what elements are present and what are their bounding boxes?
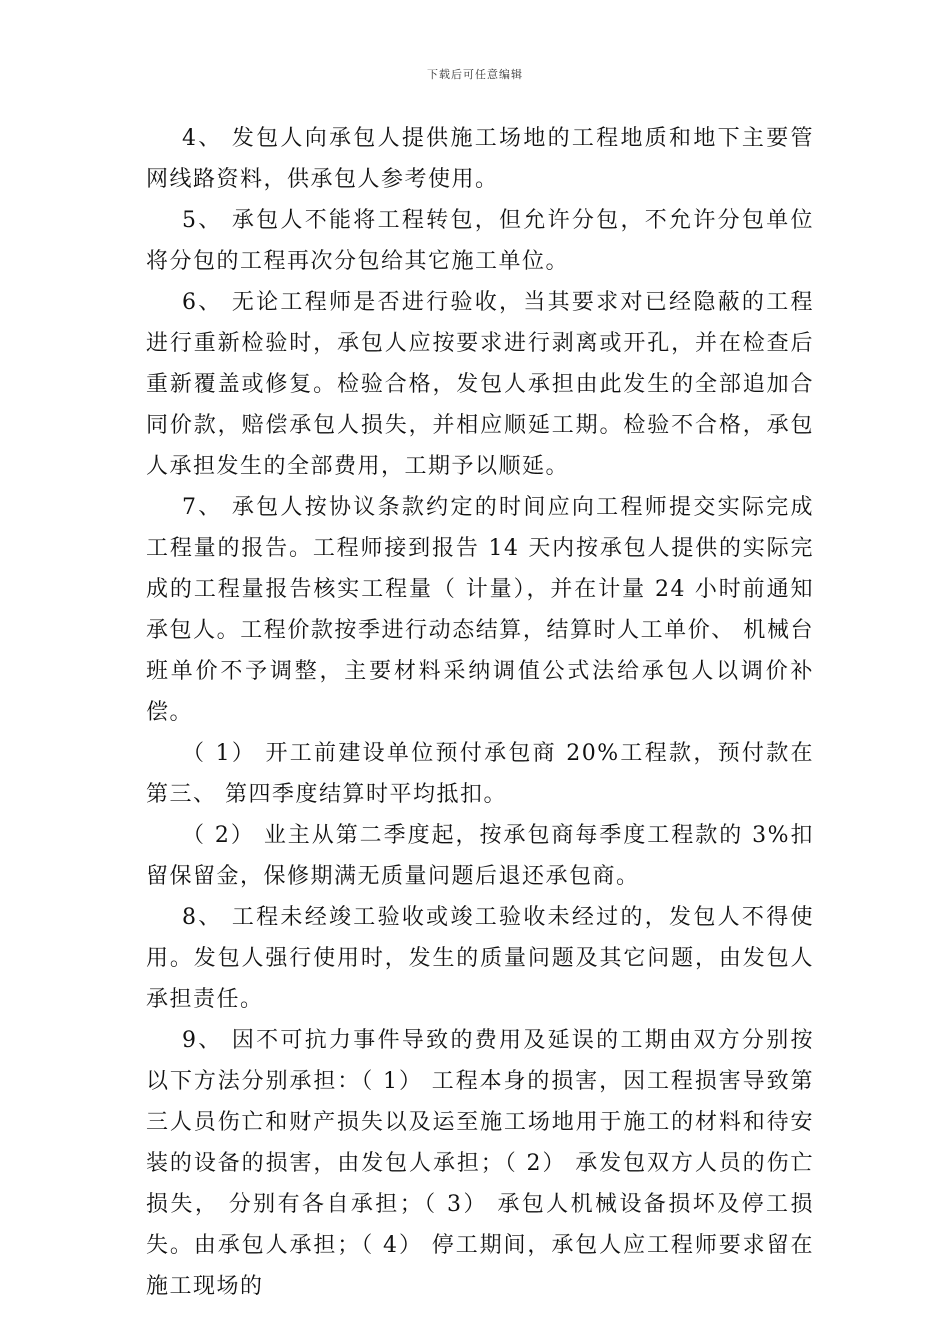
paragraph-clause-7-item-1: （ 1） 开工前建设单位预付承包商 20%工程款，预付款在第三、 第四季度结算时平均抵扣。 <box>146 741 814 807</box>
paragraph-clause-7-item-2: （ 2） 业主从第二季度起，按承包商每季度工程款的 3%扣留保留金，保修期满无质量问题后退还承包商。 <box>146 823 814 889</box>
page-header: 下载后可任意编辑 <box>427 68 523 81</box>
paragraph-clause-9: 9、 因不可抗力事件导致的费用及延误的工期由双方分别按以下方法分别承担：（ 1） 工程本身的损害，因工程损害导致第三人员伤亡和财产损失以及运至施工场地用于施工的材料和待安装的设备的损害，由发包人承担；（ 2） 承发包双方人员的伤亡损失， 分别有各自承担；（ 3） 承包人机械设备损坏及停工损失。由承包人承担；（ 4） 停工期间，承包人应工程师要求留在施工现场的 <box>146 1028 814 1299</box>
paragraph-clause-5: 5、 承包人不能将工程转包，但允许分包，不允许分包单位将分包的工程再次分包给其它施工单位。 <box>146 208 814 274</box>
document-body <box>146 118 814 1307</box>
paragraph-clause-8: 8、 工程未经竣工验收或竣工验收未经过的，发包人不得使用。发包人强行使用时，发生的质量问题及其它问题，由发包人承担责任。 <box>146 905 814 1012</box>
paragraph-clause-4: 4、 发包人向承包人提供施工场地的工程地质和地下主要管网线路资料，供承包人参考使用。 <box>146 126 814 192</box>
paragraph-clause-6: 6、 无论工程师是否进行验收，当其要求对已经隐蔽的工程进行重新检验时，承包人应按要求进行剥离或开孔，并在检查后重新覆盖或修复。检验合格，发包人承担由此发生的全部追加合同价款，赔偿承包人损失，并相应顺延工期。检验不合格，承包人承担发生的全部费用，工期予以顺延。 <box>146 290 814 479</box>
paragraph-clause-7: 7、 承包人按协议条款约定的时间应向工程师提交实际完成工程量的报告。工程师接到报告 14 天内按承包人提供的实际完成的工程量报告核实工程量（ 计量），并在计量 24 小时前通知承包人。工程价款按季进行动态结算，结算时人工单价、 机械台班单价不予调整，主要材料采纳调值公式法给承包人以调价补偿。 <box>146 495 814 725</box>
